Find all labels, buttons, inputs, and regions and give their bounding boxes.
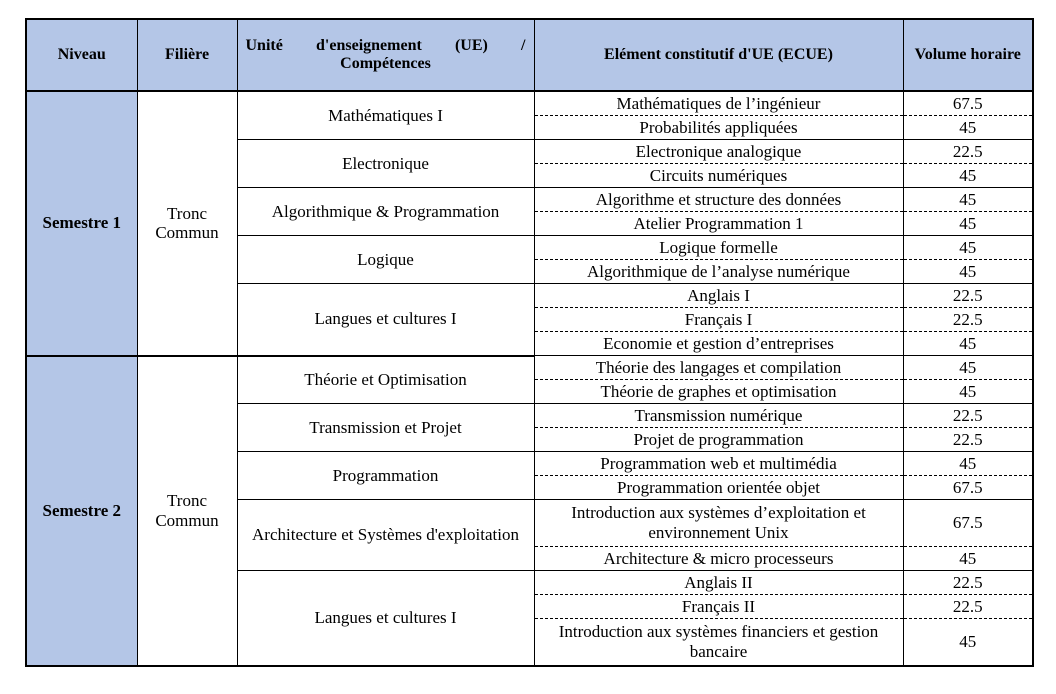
filiere-cell: Tronc Commun xyxy=(137,356,237,667)
ecue-cell: Introduction aux systèmes d’exploitation et environnement Unix xyxy=(534,500,903,547)
ecue-cell: Transmission numérique xyxy=(534,404,903,428)
volume-cell: 45 xyxy=(903,212,1033,236)
volume-cell: 22.5 xyxy=(903,428,1033,452)
header-ue: Unité d'enseignement (UE) / Compétences xyxy=(237,19,534,91)
ecue-cell: Architecture & micro processeurs xyxy=(534,547,903,571)
ue-cell: Transmission et Projet xyxy=(237,404,534,452)
volume-cell: 45 xyxy=(903,332,1033,356)
volume-cell: 22.5 xyxy=(903,404,1033,428)
ecue-cell: Théorie de graphes et optimisation xyxy=(534,380,903,404)
header-filiere: Filière xyxy=(137,19,237,91)
ecue-cell: Français II xyxy=(534,595,903,619)
ecue-cell: Anglais I xyxy=(534,284,903,308)
filiere-cell: Tronc Commun xyxy=(137,91,237,356)
ecue-cell: Atelier Programmation 1 xyxy=(534,212,903,236)
volume-cell: 22.5 xyxy=(903,308,1033,332)
ecue-cell: Logique formelle xyxy=(534,236,903,260)
volume-cell: 45 xyxy=(903,236,1033,260)
ecue-cell: Probabilités appliquées xyxy=(534,116,903,140)
volume-cell: 45 xyxy=(903,356,1033,380)
volume-cell: 45 xyxy=(903,547,1033,571)
ecue-cell: Electronique analogique xyxy=(534,140,903,164)
niveau-cell: Semestre 2 xyxy=(26,356,137,667)
header-ecue: Elément constitutif d'UE (ECUE) xyxy=(534,19,903,91)
ecue-cell: Programmation web et multimédia xyxy=(534,452,903,476)
ecue-cell: Algorithmique de l’analyse numérique xyxy=(534,260,903,284)
volume-cell: 45 xyxy=(903,188,1033,212)
volume-cell: 45 xyxy=(903,164,1033,188)
header-niveau: Niveau xyxy=(26,19,137,91)
table-row xyxy=(26,356,1033,380)
volume-cell: 22.5 xyxy=(903,284,1033,308)
ue-cell: Architecture et Systèmes d'exploitation xyxy=(237,500,534,571)
header-volume: Volume horaire xyxy=(903,19,1033,91)
volume-cell: 45 xyxy=(903,380,1033,404)
volume-cell: 67.5 xyxy=(903,500,1033,547)
header-row xyxy=(26,19,1033,91)
ue-cell: Logique xyxy=(237,236,534,284)
ecue-cell: Programmation orientée objet xyxy=(534,476,903,500)
ue-cell: Langues et cultures I xyxy=(237,284,534,356)
volume-cell: 67.5 xyxy=(903,91,1033,116)
ue-cell: Programmation xyxy=(237,452,534,500)
volume-cell: 67.5 xyxy=(903,476,1033,500)
ecue-cell: Théorie des langages et compilation xyxy=(534,356,903,380)
ecue-cell: Anglais II xyxy=(534,571,903,595)
ue-cell: Théorie et Optimisation xyxy=(237,356,534,404)
table-row xyxy=(26,91,1033,116)
niveau-cell: Semestre 1 xyxy=(26,91,137,356)
volume-cell: 22.5 xyxy=(903,595,1033,619)
volume-cell: 22.5 xyxy=(903,140,1033,164)
ue-cell: Electronique xyxy=(237,140,534,188)
ecue-cell: Mathématiques de l’ingénieur xyxy=(534,91,903,116)
curriculum-body xyxy=(26,91,1033,666)
ecue-cell: Economie et gestion d’entreprises xyxy=(534,332,903,356)
volume-cell: 45 xyxy=(903,116,1033,140)
ue-cell: Mathématiques I xyxy=(237,91,534,140)
ecue-cell: Introduction aux systèmes financiers et gestion bancaire xyxy=(534,619,903,667)
ecue-cell: Projet de programmation xyxy=(534,428,903,452)
volume-cell: 45 xyxy=(903,619,1033,667)
ecue-cell: Algorithme et structure des données xyxy=(534,188,903,212)
volume-cell: 22.5 xyxy=(903,571,1033,595)
ue-cell: Algorithmique & Programmation xyxy=(237,188,534,236)
ue-cell: Langues et cultures I xyxy=(237,571,534,667)
ecue-cell: Français I xyxy=(534,308,903,332)
curriculum-table xyxy=(25,18,1034,667)
volume-cell: 45 xyxy=(903,452,1033,476)
volume-cell: 45 xyxy=(903,260,1033,284)
ecue-cell: Circuits numériques xyxy=(534,164,903,188)
